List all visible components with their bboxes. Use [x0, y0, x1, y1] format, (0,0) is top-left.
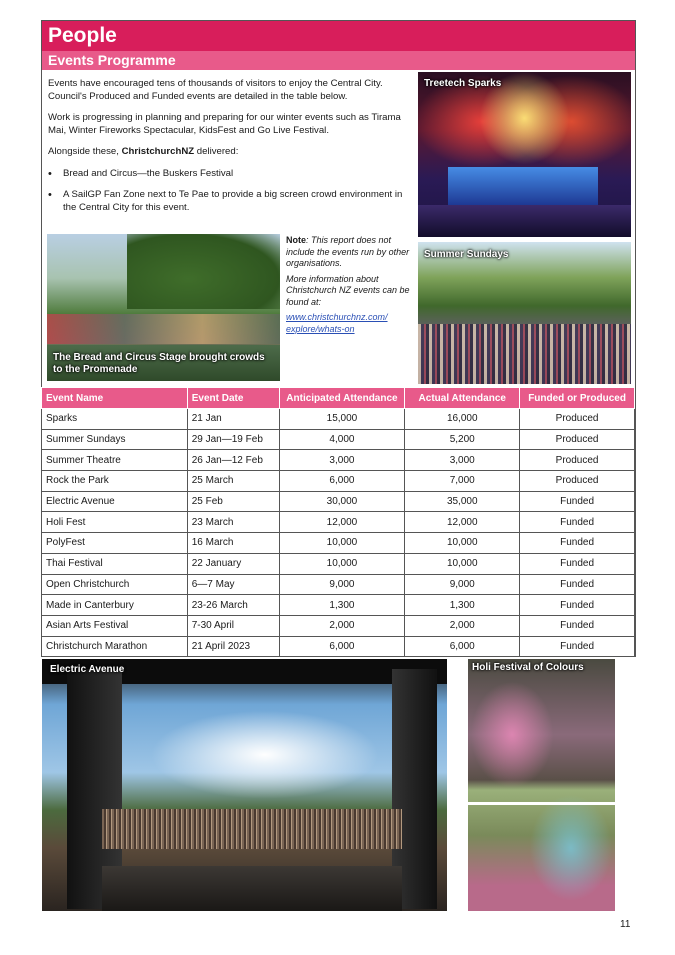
event-date-cell: 21 April 2023 [187, 636, 279, 657]
photo-caption: Treetech Sparks [424, 78, 502, 89]
list-item: • A SailGP Fan Zone next to Te Pae to provide a big screen crowd environment in the Central City for this event. [48, 189, 413, 214]
intro-p3-bold: ChristchurchNZ [121, 146, 195, 157]
anticipated-cell: 9,000 [279, 574, 405, 595]
table-row [42, 595, 635, 616]
header-event-name: Event Name [42, 388, 188, 409]
actual-cell: 16,000 [405, 409, 520, 430]
note-text: : This report does not include the events run by other organisations. [286, 235, 410, 268]
event-name-cell: Made in Canterbury [42, 595, 188, 616]
electric-avenue-photo [42, 659, 447, 911]
type-cell: Funded [520, 533, 635, 554]
crowd [418, 205, 631, 237]
event-date-cell: 23 March [187, 512, 279, 533]
anticipated-cell: 10,000 [279, 553, 405, 574]
crowd [102, 809, 402, 849]
event-date-cell: 6—7 May [187, 574, 279, 595]
whats-on-link[interactable]: www.christchurchnz.com/ explore/whats-on [286, 312, 388, 334]
event-date-cell: 22 January [187, 553, 279, 574]
event-date-cell: 29 Jan—19 Feb [187, 429, 279, 450]
anticipated-cell: 6,000 [279, 471, 405, 492]
table-row [42, 471, 635, 492]
type-cell: Funded [520, 553, 635, 574]
actual-cell: 2,000 [405, 615, 520, 636]
section-subtitle: Events Programme [42, 51, 635, 70]
actual-cell: 6,000 [405, 636, 520, 657]
page-title: People [42, 21, 635, 51]
table-row [42, 409, 635, 430]
treetech-sparks-photo [418, 72, 631, 237]
table-row [42, 429, 635, 450]
event-name-cell: Summer Theatre [42, 450, 188, 471]
header-funded-produced: Funded or Produced [520, 388, 635, 409]
photo-divider [468, 802, 615, 805]
photo-caption: The Bread and Circus Stage brought crowds to the Promenade [53, 352, 265, 375]
actual-cell: 9,000 [405, 574, 520, 595]
intro-text [48, 78, 413, 223]
header-event-date: Event Date [187, 388, 279, 409]
table-row [42, 553, 635, 574]
table-row [42, 615, 635, 636]
event-date-cell: 21 Jan [187, 409, 279, 430]
event-name-cell: PolyFest [42, 533, 188, 554]
anticipated-cell: 15,000 [279, 409, 405, 430]
event-name-cell: Asian Arts Festival [42, 615, 188, 636]
anticipated-cell: 3,000 [279, 450, 405, 471]
delivered-list [48, 168, 413, 215]
table-row [42, 574, 635, 595]
event-date-cell: 26 Jan—12 Feb [187, 450, 279, 471]
note-box [286, 235, 416, 339]
event-date-cell: 25 Feb [187, 491, 279, 512]
note-paragraph-3 [286, 312, 416, 335]
header-actual: Actual Attendance [405, 388, 520, 409]
actual-cell: 10,000 [405, 533, 520, 554]
crowd [47, 314, 280, 344]
event-name-cell: Holi Fest [42, 512, 188, 533]
table-row [42, 450, 635, 471]
table-row [42, 512, 635, 533]
photo-caption: Holi Festival of Colours [472, 662, 584, 673]
anticipated-cell: 4,000 [279, 429, 405, 450]
type-cell: Produced [520, 409, 635, 430]
header-anticipated: Anticipated Attendance [279, 388, 405, 409]
table-header-row [42, 388, 635, 409]
event-name-cell: Sparks [42, 409, 188, 430]
note-paragraph-1 [286, 235, 416, 270]
summer-sundays-photo [418, 242, 631, 384]
event-name-cell: Summer Sundays [42, 429, 188, 450]
type-cell: Funded [520, 574, 635, 595]
anticipated-cell: 1,300 [279, 595, 405, 616]
actual-cell: 5,200 [405, 429, 520, 450]
note-lead: Note [286, 235, 306, 245]
table-row [42, 533, 635, 554]
note-paragraph-2: More information about Christchurch NZ events can be found at: [286, 273, 410, 307]
crowd [418, 324, 631, 384]
type-cell: Funded [520, 615, 635, 636]
trees [127, 234, 280, 309]
list-item: • Bread and Circus—the Buskers Festival [48, 168, 413, 181]
actual-cell: 7,000 [405, 471, 520, 492]
type-cell: Funded [520, 512, 635, 533]
intro-paragraph-2: Work is progressing in planning and preparing for our winter events such as Tirama Mai, Winter Fireworks Spectacular, KidsFest and Go Live Festival. [48, 112, 401, 136]
event-name-cell: Christchurch Marathon [42, 636, 188, 657]
event-name-cell: Open Christchurch [42, 574, 188, 595]
intro-p3-prefix: Alongside these, [48, 146, 122, 157]
event-name-cell: Rock the Park [42, 471, 188, 492]
bread-circus-photo [47, 234, 280, 381]
event-date-cell: 25 March [187, 471, 279, 492]
type-cell: Produced [520, 471, 635, 492]
photo-caption: Electric Avenue [50, 664, 125, 675]
actual-cell: 3,000 [405, 450, 520, 471]
event-date-cell: 23-26 March [187, 595, 279, 616]
photo-caption: Summer Sundays [424, 249, 509, 260]
event-date-cell: 16 March [187, 533, 279, 554]
anticipated-cell: 2,000 [279, 615, 405, 636]
event-name-cell: Electric Avenue [42, 491, 188, 512]
type-cell: Funded [520, 636, 635, 657]
anticipated-cell: 6,000 [279, 636, 405, 657]
type-cell: Funded [520, 491, 635, 512]
intro-p3-suffix: delivered: [194, 146, 239, 157]
actual-cell: 35,000 [405, 491, 520, 512]
page-number: 11 [620, 919, 631, 930]
actual-cell: 1,300 [405, 595, 520, 616]
stage-floor [102, 866, 402, 911]
table-row [42, 491, 635, 512]
stage-screens [448, 167, 598, 205]
type-cell: Produced [520, 450, 635, 471]
intro-paragraph-1: Events have encouraged tens of thousands of visitors to enjoy the Central City. Council's Produced and Funded events are detailed in the table below. [48, 78, 383, 102]
table-row [42, 636, 635, 657]
intro-paragraph-3 [48, 146, 413, 159]
anticipated-cell: 10,000 [279, 533, 405, 554]
actual-cell: 12,000 [405, 512, 520, 533]
anticipated-cell: 30,000 [279, 491, 405, 512]
event-date-cell: 7-30 April [187, 615, 279, 636]
type-cell: Funded [520, 595, 635, 616]
type-cell: Produced [520, 429, 635, 450]
event-name-cell: Thai Festival [42, 553, 188, 574]
events-table [41, 387, 635, 657]
actual-cell: 10,000 [405, 553, 520, 574]
anticipated-cell: 12,000 [279, 512, 405, 533]
holi-festival-photo [468, 659, 615, 911]
